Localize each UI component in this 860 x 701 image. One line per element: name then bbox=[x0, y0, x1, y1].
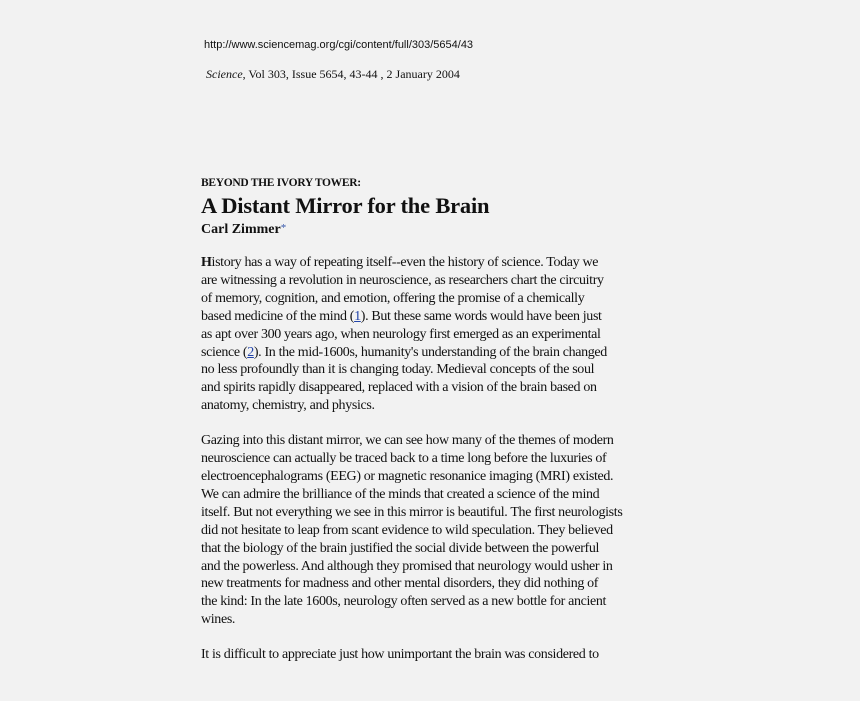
reference-link-2[interactable]: 2 bbox=[247, 344, 254, 360]
section-kicker: BEYOND THE IVORY TOWER: bbox=[201, 177, 361, 189]
text-line: that the biology of the brain justified the social divide between the powerful bbox=[201, 540, 600, 556]
text-line: neuroscience can actually be traced back to a time long before the luxuries of bbox=[201, 451, 607, 467]
text-line: itself. But not everything we see in this mirror is beautiful. The first neurologists bbox=[201, 504, 623, 520]
text-line bbox=[201, 254, 671, 272]
text-line: anatomy, chemistry, and physics. bbox=[201, 398, 375, 414]
text-line: new treatments for madness and other mental disorders, they did nothing of bbox=[201, 576, 599, 592]
drop-cap: H bbox=[201, 255, 212, 270]
text-line: no less profoundly than it is changing today. Medieval concepts of the soul bbox=[201, 362, 595, 378]
text-line: as apt over 300 years ago, when neurology first emerged as an experimental bbox=[201, 326, 601, 342]
line-text: science ( bbox=[201, 344, 248, 360]
line-text: based medicine of the mind ( bbox=[201, 308, 355, 324]
paragraph-2 bbox=[201, 432, 671, 629]
text-line: It is difficult to appreciate just how unimportant the brain was considered to bbox=[201, 647, 599, 663]
text-line: did not hesitate to leap from scant evidence to wild speculation. They believed bbox=[201, 522, 613, 538]
citation-details: , Vol 303, Issue 5654, 43-44 , 2 January 2004 bbox=[242, 67, 460, 81]
text-line: wines. bbox=[201, 612, 236, 628]
text-line: the kind: In the late 1600s, neurology often served as a new bottle for ancient bbox=[201, 594, 607, 610]
paragraph-3 bbox=[201, 646, 671, 664]
line-text: ). But these same words would have been just bbox=[360, 308, 602, 324]
text-line: and spirits rapidly disappeared, replaced with a vision of the brain based on bbox=[201, 380, 597, 396]
text-line: and the powerless. And although they promised that neurology would usher in bbox=[201, 558, 613, 574]
source-url: http://www.sciencemag.org/cgi/content/full/303/5654/43 bbox=[204, 39, 474, 51]
article bbox=[201, 176, 671, 664]
text-line bbox=[201, 344, 671, 362]
text-line: of memory, cognition, and emotion, offering the promise of a chemically bbox=[201, 290, 585, 306]
text-line: are witnessing a revolution in neuroscience, as researchers chart the circuitry bbox=[201, 272, 604, 288]
author-name: Carl Zimmer bbox=[201, 222, 281, 237]
article-title: A Distant Mirror for the Brain bbox=[201, 193, 490, 218]
line-text: istory has a way of repeating itself--even the history of science. Today we bbox=[211, 255, 599, 270]
paragraph-1 bbox=[201, 254, 671, 415]
author-line bbox=[201, 220, 671, 238]
text-line: Gazing into this distant mirror, we can see how many of the themes of modern bbox=[201, 433, 614, 449]
reference-link-1[interactable]: 1 bbox=[354, 308, 361, 324]
text-line bbox=[201, 308, 671, 326]
text-line: We can admire the brilliance of the minds that created a science of the mind bbox=[201, 486, 600, 502]
author-note-link[interactable]: * bbox=[280, 222, 287, 234]
journal-name: Science bbox=[206, 67, 243, 81]
text-line: electroencephalograms (EEG) or magnetic resonanice imaging (MRI) existed. bbox=[201, 468, 614, 484]
citation-line bbox=[206, 67, 460, 82]
line-text: ). In the mid-1600s, humanity's understanding of the brain changed bbox=[253, 344, 607, 360]
